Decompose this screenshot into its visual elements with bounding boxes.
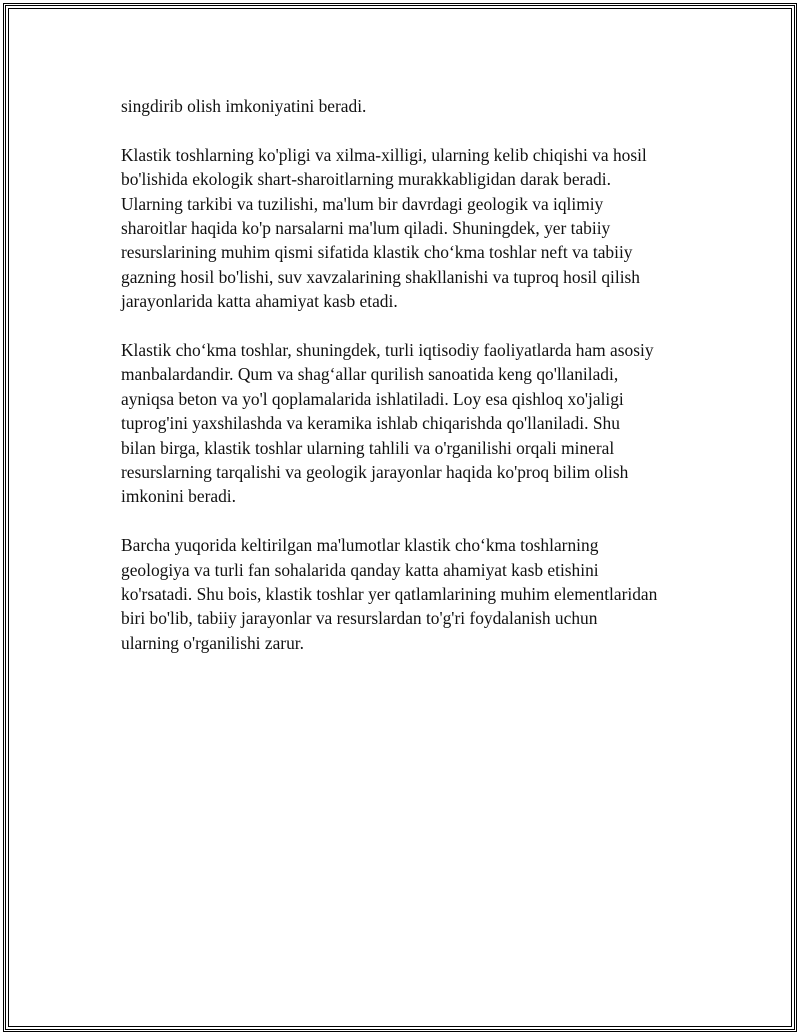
- text-line: resurslarning tarqalishi va geologik jarayonlar haqida ko'proq bilim olish: [121, 462, 629, 483]
- text-line: bo'lishida ekologik shart-sharoitlarning murakkabligidan darak beradi.: [121, 169, 611, 190]
- text-line: biri bo'lib, tabiiy jarayonlar va resurslardan to'g'ri foydalanish uchun: [121, 608, 598, 629]
- text-line: imkonini beradi.: [121, 486, 236, 507]
- text-line: tuprog'ini yaxshilashda va keramika ishlab chiqarishda qo'llaniladi. Shu: [121, 413, 620, 434]
- text-line: ayniqsa beton va yo'l qoplamalarida ishlatiladi. Loy esa qishloq xo'jaligi: [121, 388, 624, 409]
- text-line: geologiya va turli fan sohalarida qanday katta ahamiyat kasb etishini: [121, 559, 599, 580]
- paragraph: [121, 94, 701, 118]
- text-line: ko'rsatadi. Shu bois, klastik toshlar yer qatlamlarining muhim elementlaridan: [121, 584, 658, 605]
- text-line: Ularning tarkibi va tuzilishi, ma'lum bir davrdagi geologik va iqlimiy: [121, 193, 604, 214]
- text-line: singdirib olish imkoniyatini beradi.: [121, 96, 367, 116]
- text-line: bilan birga, klastik toshlar ularning tahlili va o'rganilishi orqali mineral: [121, 437, 615, 458]
- document-body: [121, 94, 701, 680]
- text-line: resurslarining muhim qismi sifatida klastik cho‘kma toshlar neft va tabiiy: [121, 242, 633, 263]
- text-line: Klastik cho‘kma toshlar, shuningdek, turli iqtisodiy faoliyatlarda ham asosiy: [121, 340, 654, 361]
- paragraph: [121, 143, 701, 314]
- text-line: jarayonlarida katta ahamiyat kasb etadi.: [121, 291, 398, 312]
- text-line: Barcha yuqorida keltirilgan ma'lumotlar klastik cho‘kma toshlarning: [121, 535, 599, 556]
- paragraph: [121, 533, 701, 655]
- paragraph: [121, 338, 701, 509]
- text-line: manbalardandir. Qum va shag‘allar qurilish sanoatida keng qo'llaniladi,: [121, 364, 619, 385]
- text-line: ularning o'rganilishi zarur.: [121, 632, 304, 653]
- text-line: gazning hosil bo'lishi, suv xavzalarining shakllanishi va tuproq hosil qilish: [121, 266, 641, 287]
- text-line: Klastik toshlarning ko'pligi va xilma-xilligi, ularning kelib chiqishi va hosil: [121, 144, 647, 165]
- page-border: [3, 3, 797, 1032]
- text-line: sharoitlar haqida ko'p narsalarni ma'lum qiladi. Shuningdek, yer tabiiy: [121, 218, 611, 239]
